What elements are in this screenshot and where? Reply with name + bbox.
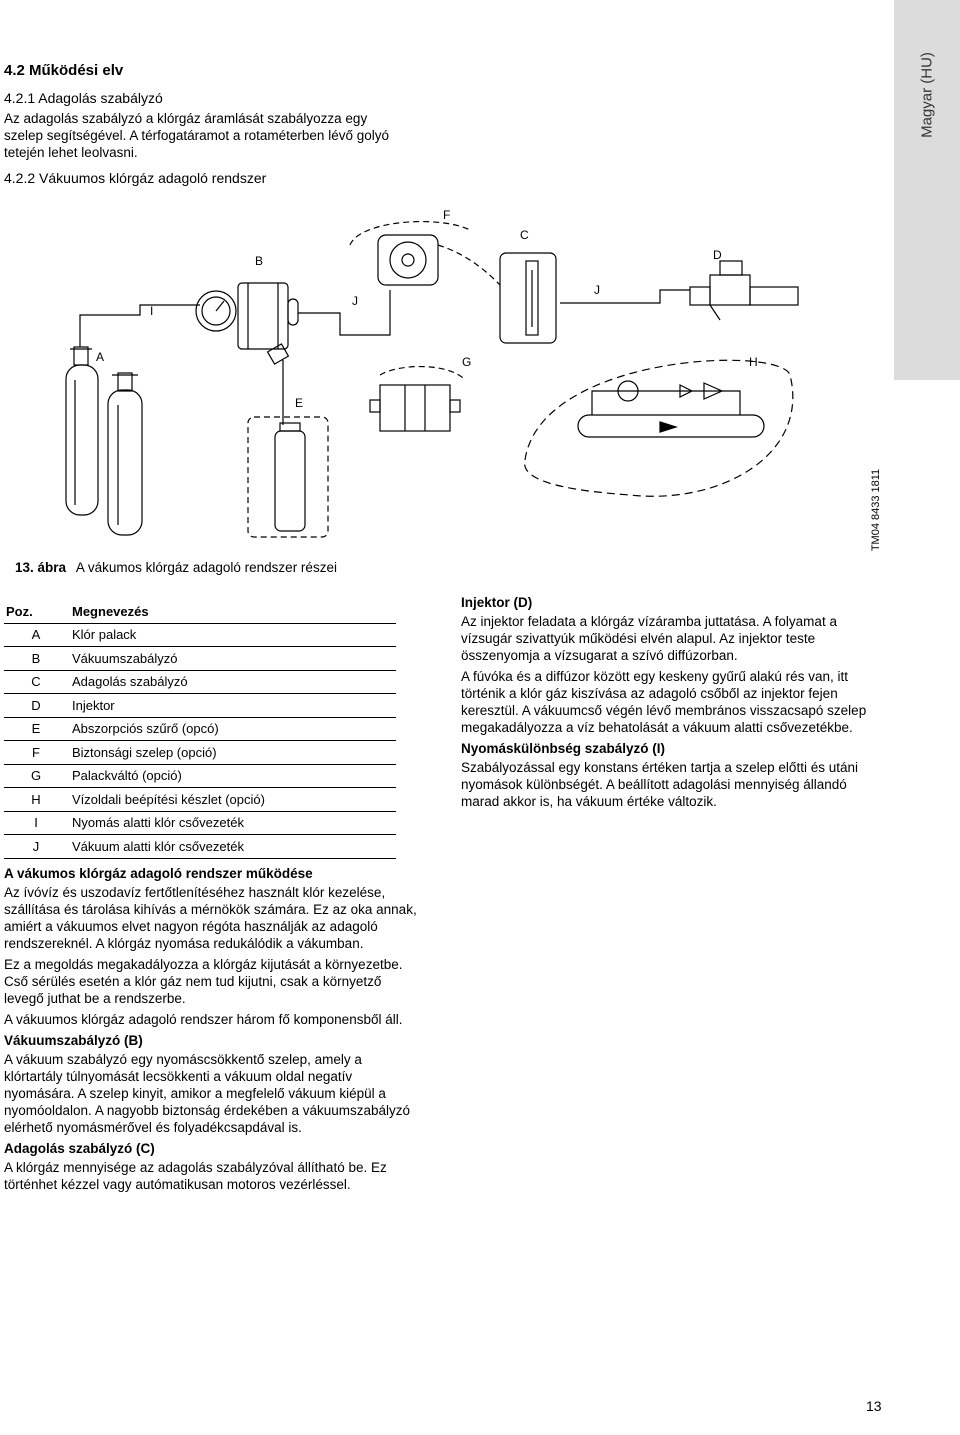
label-J-right: J <box>594 283 600 297</box>
table-row <box>4 647 396 671</box>
dosing-regulator-text: A klórgáz mennyisége az adagolás szabályzóval állítható be. Ez történhet kézzel vagy autómatikusan motoros vezérléssel. <box>4 1160 387 1192</box>
dosing-regulator-title: Adagolás szabályzó (C) <box>4 1141 155 1156</box>
table-row <box>4 717 396 741</box>
row-name: Klór palack <box>68 623 396 647</box>
figure-code: TM04 8433 1811 <box>870 468 882 552</box>
language-label: Magyar (HU) <box>918 52 936 138</box>
row-pos: G <box>4 764 68 788</box>
vacuum-regulator-title: Vákuumszabályzó (B) <box>4 1033 143 1048</box>
label-G: G <box>462 355 472 369</box>
pressure-diff-title: Nyomáskülönbség szabályzó (I) <box>461 741 666 756</box>
vacuum-regulator-text: A vákuum szabályzó egy nyomáscsökkentő szelep, amely a klórtartály túlnyomását lecsökkenti a vákuum oldal negatív nyomására. A szelep kinyit, amikor a megfelelő vákuum kiépül a nyomóoldalon. A nagyobb biztonság érdekében a vákuumszabályzó elérhető nyomásmérővel és folyadékcsapdával is. <box>4 1052 411 1135</box>
table-row <box>4 623 396 647</box>
table-row <box>4 764 396 788</box>
injector-paragraph-2: A fúvóka és a diffúzor között egy keskeny gyűrű alakú rés van, itt történik a klór gáz kiszívása az adagoló csőből az injektor fejen keresztül. A vákuumcső végén lévő membrános visszacsapó szelep megakadályozza a víz behatolását a vákuum alatti csővezetékbe. <box>461 669 867 735</box>
operation-paragraph-3: A vákuumos klórgáz adagoló rendszer három fő komponensből áll. <box>4 1012 403 1027</box>
cylinder-changeover <box>370 385 460 431</box>
table-row <box>4 835 396 859</box>
row-name: Vízoldali beépítési készlet (opció) <box>68 788 396 812</box>
row-name: Palackváltó (opció) <box>68 764 396 788</box>
left-body <box>4 863 418 1197</box>
parts-table-header <box>4 600 396 623</box>
row-pos: A <box>4 623 68 647</box>
table-row <box>4 694 396 718</box>
safety-valve <box>378 235 438 285</box>
label-C: C <box>520 228 529 242</box>
row-name: Adagolás szabályzó <box>68 670 396 694</box>
row-pos: C <box>4 670 68 694</box>
chlorine-cylinder-back <box>66 347 98 515</box>
subsection-heading-2: 4.2.2 Vákuumos klórgáz adagoló rendszer <box>4 170 267 186</box>
row-name: Vákuum alatti klór csővezeték <box>68 835 396 859</box>
system-diagram <box>0 195 890 560</box>
operation-paragraph-2: Ez a megoldás megakadályozza a klórgáz kijutását a környezetbe. Cső sérülés esetén a klór gáz nem tud kijutni, csak a környetző levegő juthat be a rendszerbe. <box>4 957 403 1006</box>
injector-title: Injektor (D) <box>461 595 533 610</box>
label-B: B <box>255 254 264 268</box>
pressure-diff-text: Szabályozással egy konstans értéken tartja a szelep előtti és utáni nyomások különbségét. A beállított adagolási mennyiség állandó marad akkor is, ha vákuum értéke változik. <box>461 760 858 809</box>
row-name: Vákuumszabályzó <box>68 647 396 671</box>
water-side-kit <box>578 381 764 437</box>
label-D: D <box>713 248 722 262</box>
row-pos: F <box>4 741 68 765</box>
row-name: Abszorpciós szűrő (opcó) <box>68 717 396 741</box>
label-H: H <box>749 355 758 369</box>
header-pos: Poz. <box>4 600 68 623</box>
row-name: Nyomás alatti klór csővezeték <box>68 811 396 835</box>
row-pos: J <box>4 835 68 859</box>
row-pos: I <box>4 811 68 835</box>
right-body <box>461 592 881 814</box>
page-number: 13 <box>866 1398 882 1414</box>
figure-caption-number: 13. ábra <box>15 560 67 575</box>
row-pos: H <box>4 788 68 812</box>
section-heading: 4.2 Működési elv <box>4 62 124 79</box>
table-row <box>4 811 396 835</box>
row-name: Biztonsági szelep (opció) <box>68 741 396 765</box>
row-pos: E <box>4 717 68 741</box>
label-F: F <box>443 208 451 222</box>
injector <box>690 261 798 320</box>
table-row <box>4 670 396 694</box>
label-I: I <box>150 304 154 318</box>
label-A: A <box>96 350 105 364</box>
chlorine-cylinder-front <box>108 373 142 535</box>
row-name: Injektor <box>68 694 396 718</box>
parts-table <box>4 600 396 859</box>
label-E: E <box>295 396 304 410</box>
figure-caption-text: A vákumos klórgáz adagoló rendszer részei <box>75 560 337 575</box>
vacuum-regulator <box>196 283 298 364</box>
label-J-left: J <box>352 294 358 308</box>
header-name: Megnevezés <box>68 600 396 623</box>
intro-paragraph: Az adagolás szabályzó a klórgáz áramlását szabályozza egy szelep segítségével. A térfogatáramot a rotaméterben lévő golyó tetején lehet leolvasni. <box>4 111 389 160</box>
absorption-filter <box>275 423 305 531</box>
figure-caption <box>15 559 337 576</box>
row-pos: B <box>4 647 68 671</box>
dosing-regulator <box>500 253 556 343</box>
operation-title: A vákumos klórgáz adagoló rendszer működése <box>4 866 313 881</box>
row-pos: D <box>4 694 68 718</box>
operation-paragraph-1: Az ívóvíz és uszodavíz fertőtlenítéséhez használt klór kezelése, szállítása és tárolása kihívás a mérnökök számára. Ez az oka annak, amiért a vákuumos elvet nagyon régóta használják az adagoló rendszereknél. A klórgáz nyomása redukálódik a vákumban. <box>4 885 417 951</box>
table-row <box>4 741 396 765</box>
table-row <box>4 788 396 812</box>
subsection-heading-1: 4.2.1 Adagolás szabályzó <box>4 90 163 106</box>
injector-paragraph-1: Az injektor feladata a klórgáz vízáramba juttatása. A folyamat a vízsugár szivattyúk működési elvén alapul. Az injektor teste összenyomja a vízsugarat a szívó diffúzorban. <box>461 614 837 663</box>
